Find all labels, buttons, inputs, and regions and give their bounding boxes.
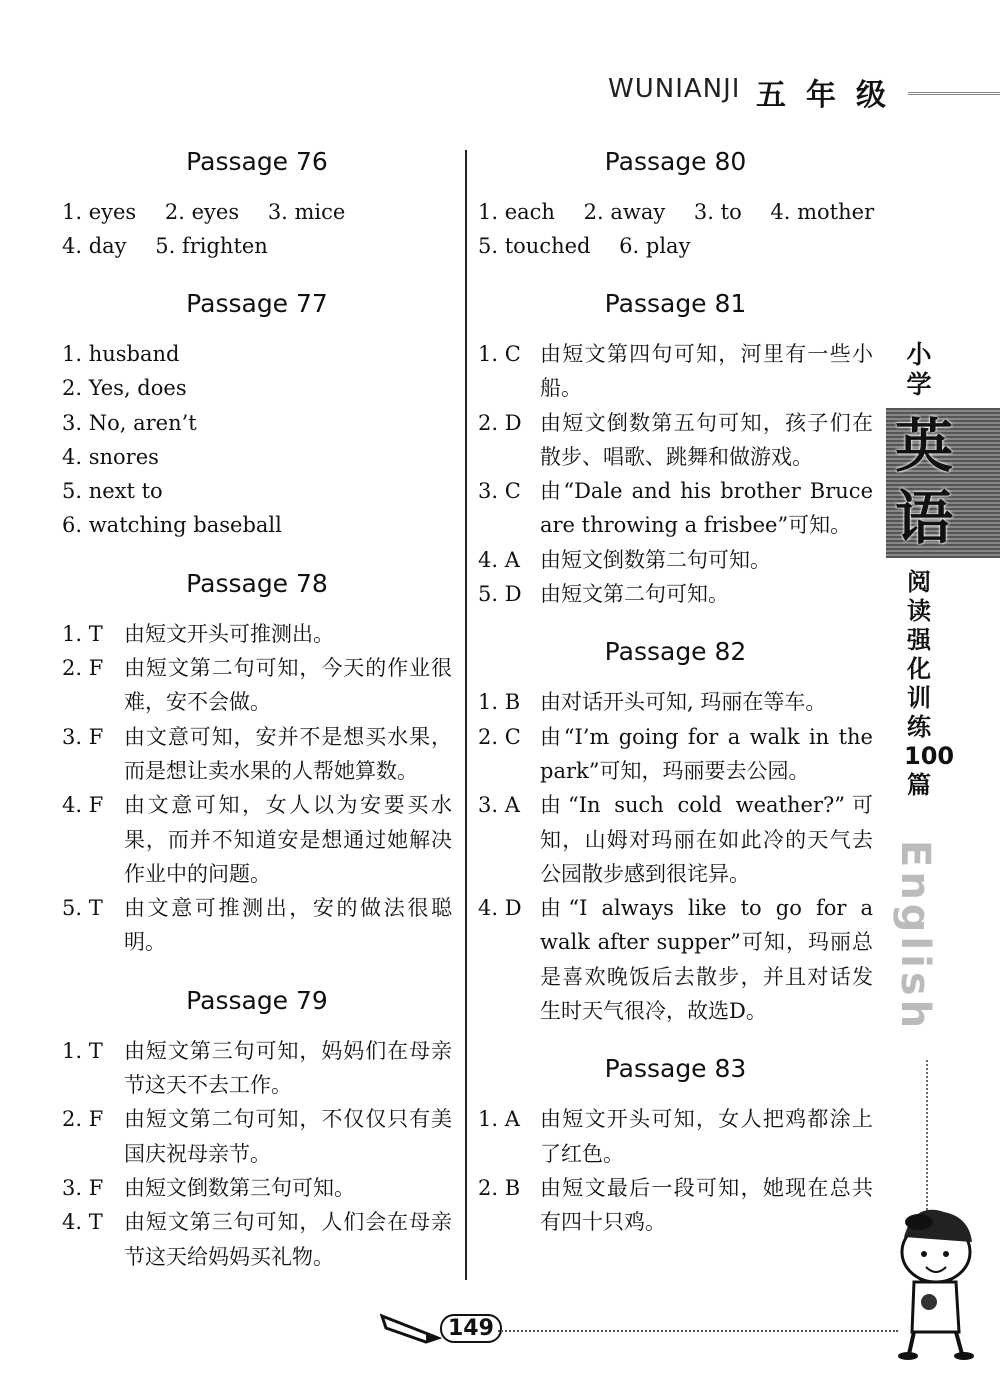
passage-title: Passage 80 (604, 147, 747, 176)
answer-explanation: 由短文倒数第五句可知，孩子们在散步、唱歌、跳舞和做游戏。 (540, 410, 873, 469)
answer: 2. Yes, does (62, 376, 187, 401)
answer-item (478, 543, 873, 577)
answer-item (478, 1102, 873, 1171)
answer-explanation: 由短文第二句可知。 (540, 582, 729, 607)
answer-explanation: 由对话开头可知, 玛丽在等车。 (540, 690, 827, 715)
answer-number: 4. T (62, 1210, 103, 1235)
answer-explanation: 由短文第二句可知，不仅仅只有美国庆祝母亲节。 (124, 1107, 452, 1166)
page-footer (380, 1308, 900, 1348)
answer-item (478, 891, 873, 1028)
pen-icon (380, 1308, 444, 1344)
answer-explanation: 由短文第四句可知，河里有一些小船。 (540, 342, 873, 401)
answer-explanation: 由短文开头可知，女人把鸡都涂上了红色。 (540, 1107, 873, 1166)
passage-78 (62, 565, 452, 960)
answer-explanation: 由“I’m going for a walk in the park”可知，玛丽要去公园。 (540, 724, 873, 783)
answer-number: 3. C (478, 479, 521, 504)
passage-title: Passage 78 (186, 568, 328, 598)
answer-number: 2. C (478, 724, 521, 749)
left-column (62, 143, 452, 1296)
answer: 3. mice (267, 200, 346, 224)
answer-line (62, 195, 452, 229)
answer-explanation: 由文意可知，女人以为安要买水果，而并不知道安是想通过她解决作业中的问题。 (124, 793, 452, 886)
answer: 4. mother (770, 200, 875, 224)
header-grade: 五年级 (756, 78, 906, 113)
passage-83 (478, 1050, 873, 1239)
answer-number: 4. D (478, 896, 522, 921)
answer-line (478, 229, 873, 263)
answer: 5. touched (478, 234, 591, 258)
answer: 2. eyes (164, 200, 240, 224)
answer-item (478, 720, 873, 789)
answer: 5. next to (62, 479, 163, 504)
side-book-subtitle: 阅读强化训练100篇 (904, 568, 955, 799)
answer-item (62, 788, 452, 891)
right-column (478, 143, 873, 1262)
answer-number: 3. F (62, 724, 104, 749)
answer-explanation: 由短文倒数第二句可知。 (540, 547, 771, 572)
answer-item (62, 1171, 452, 1205)
page-header (608, 70, 1000, 113)
passage-title: Passage 77 (186, 289, 328, 318)
answer-item (62, 1205, 452, 1274)
answer-line (62, 229, 452, 263)
passage-title: Passage 83 (604, 1054, 747, 1084)
passage-title: Passage 76 (186, 147, 328, 176)
passage-76 (62, 143, 452, 263)
passage-77 (62, 285, 452, 543)
answer-item (478, 685, 873, 719)
passage-82 (478, 633, 873, 1028)
answer-explanation: 由短文第二句可知，今天的作业很难，安不会做。 (124, 656, 452, 715)
answer-item (478, 474, 873, 543)
passage-title: Passage 79 (186, 985, 328, 1015)
answer-number: 1. A (478, 1107, 520, 1132)
answer-number: 5. T (62, 896, 103, 921)
side-title-panel (886, 340, 1000, 1160)
answer-item (478, 406, 873, 475)
answer-number: 5. D (478, 582, 522, 607)
answer-item (478, 577, 873, 611)
answer-item (478, 788, 873, 891)
answer-number: 4. F (62, 793, 104, 818)
answer: 3. to (693, 200, 742, 224)
answer-item (478, 1171, 873, 1240)
answer-explanation: 由“I always like to go for a walk after supper”可知，玛丽总是喜欢晚饭后去散步，并且对话发生时天气很冷，故选D。 (540, 896, 873, 1024)
answer-number: 4. A (478, 547, 520, 572)
passage-81 (478, 285, 873, 611)
column-divider (465, 150, 467, 1280)
answer-explanation: 由短文倒数第三句可知。 (124, 1175, 355, 1200)
answer: 4. snores (62, 444, 159, 469)
answer-number: 1. C (478, 342, 521, 366)
answer-line (478, 195, 873, 229)
answer: 1. eyes (62, 200, 137, 224)
answer: 1. each (478, 200, 555, 224)
answer-number: 3. F (62, 1175, 104, 1200)
answer-item (62, 651, 452, 720)
answer-number: 3. A (478, 793, 520, 818)
answer-explanation: 由短文第三句可知，人们会在母亲节这天给妈妈买礼物。 (124, 1210, 452, 1269)
header-pinyin: WUNIANJI (608, 74, 741, 104)
passage-title: Passage 81 (604, 289, 747, 318)
answer-number: 2. B (478, 1175, 521, 1200)
answer-item (62, 617, 452, 651)
answer: 2. away (583, 200, 666, 224)
answer-explanation: 由“In such cold weather?”可知，山姆对玛丽在如此冷的天气去公园散步感到很诧异。 (540, 793, 873, 886)
side-label-english-cn: 英语 (894, 412, 953, 552)
footer-dotted-line (498, 1330, 898, 1332)
answer-number: 1. T (62, 1038, 103, 1063)
passage-80 (478, 143, 873, 263)
answer-explanation: 由文意可推测出，安的做法很聪明。 (124, 896, 452, 955)
passage-79 (62, 982, 452, 1274)
answer: 4. day (62, 234, 127, 258)
answer-number: 2. F (62, 1107, 104, 1132)
answer: 1. husband (62, 342, 180, 366)
answer-item (62, 1102, 452, 1171)
side-label-primary-school: 小学 (906, 340, 932, 399)
answer-number: 2. D (478, 410, 522, 435)
answer-number: 1. T (62, 621, 103, 646)
answer-explanation: 由“Dale and his brother Bruce are throwing a frisbee”可知。 (540, 479, 873, 538)
header-rule (908, 92, 1000, 95)
answer-explanation: 由短文第三句可知，妈妈们在母亲节这天不去工作。 (124, 1038, 452, 1098)
answer-item (478, 337, 873, 406)
answer: 5. frighten (155, 234, 268, 258)
answer: 3. No, aren’t (62, 410, 197, 435)
answer-explanation: 由短文最后一段可知，她现在总共有四十只鸡。 (540, 1175, 873, 1235)
answer-item (62, 891, 452, 960)
answer-number: 1. B (478, 690, 521, 715)
answer-explanation: 由短文开头可推测出。 (124, 621, 334, 646)
answer-item (62, 1034, 452, 1103)
answer: 6. play (619, 234, 691, 258)
side-label-english: English (892, 840, 938, 1033)
answer-item (62, 720, 452, 789)
page-number: 149 (440, 1314, 502, 1343)
passage-title: Passage 82 (604, 637, 747, 667)
answer: 6. watching baseball (62, 513, 282, 538)
answer-number: 2. F (62, 656, 104, 681)
answer-explanation: 由文意可知，安并不是想买水果，而是想让卖水果的人帮她算数。 (124, 724, 452, 783)
